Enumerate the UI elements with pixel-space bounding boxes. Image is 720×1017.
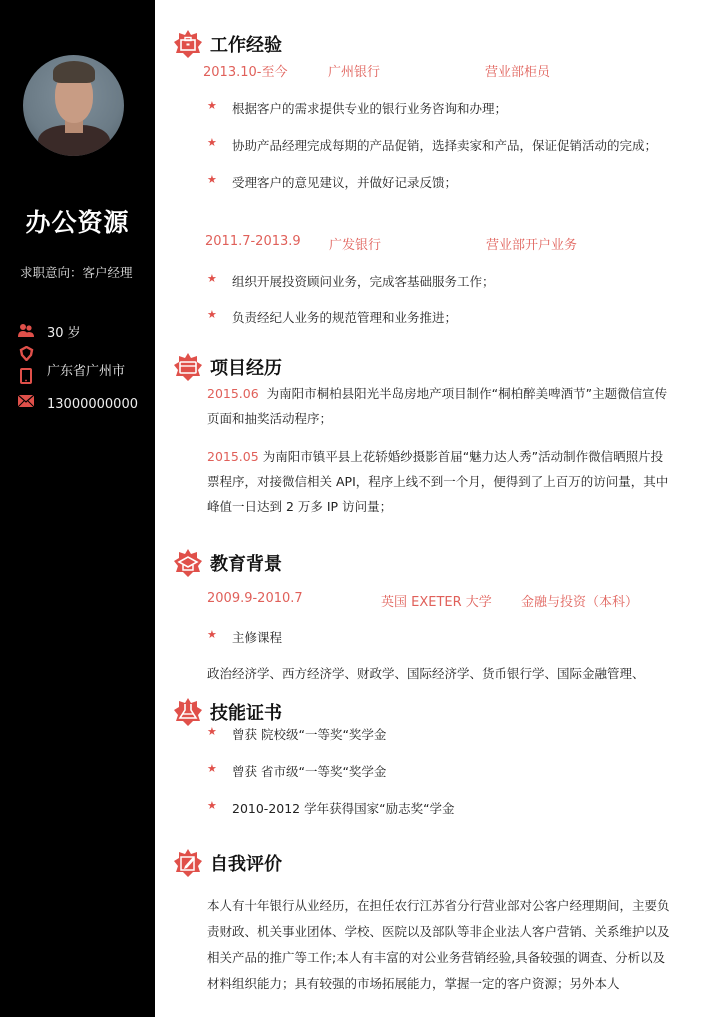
phone-icon bbox=[17, 368, 35, 384]
graduation-cap-icon bbox=[173, 548, 203, 578]
list-item: ★ 受理客户的意见建议，并做好记录反馈； bbox=[207, 173, 458, 190]
job-role: 营业部柜员 bbox=[485, 65, 551, 80]
candidate-name: 办公资源 bbox=[25, 208, 130, 237]
project-item: 2015.05 为南阳市镇平县上花轿婚纱摄影首届“魅力达人秀”活动制作微信晒照片投票程序，对接微信相关 API，程序上线不到一个月，便得到了上百万的访问量，其中峰值一日达到 2 万多 IP 访问量； bbox=[207, 449, 669, 514]
list-item: ★ 曾获 省市级“一等奖“奖学金 bbox=[207, 762, 387, 779]
section-title: 教育背景 bbox=[210, 554, 282, 575]
list-item: ★ 组织开展投资顾问业务，完成客基础服务工作； bbox=[207, 272, 495, 289]
job-company: 广发银行 bbox=[329, 238, 382, 253]
person-icon bbox=[17, 322, 35, 338]
avatar bbox=[23, 55, 124, 156]
edu-period: 2009.9-2010.7 bbox=[207, 591, 303, 606]
section-header-self bbox=[173, 848, 282, 878]
main-content bbox=[155, 0, 720, 1017]
section-title: 技能证书 bbox=[210, 703, 282, 724]
job-intent: 求职意向：客户经理 bbox=[20, 265, 133, 280]
courses: 政治经济学、西方经济学、财政学、国际经济学、货币银行学、国际金融管理、 bbox=[207, 666, 645, 681]
section-header-projects bbox=[173, 352, 282, 382]
section-title: 工作经验 bbox=[210, 35, 282, 56]
location: 广东省广州市 bbox=[47, 364, 126, 379]
job-period: 2011.7-2013.9 bbox=[205, 234, 301, 249]
flask-icon bbox=[173, 697, 203, 727]
job-role: 营业部开户业务 bbox=[486, 238, 578, 253]
section-header-education bbox=[173, 548, 282, 578]
list-item: ★ 主修课程 bbox=[207, 628, 283, 645]
briefcase-icon bbox=[173, 29, 203, 59]
toolbox-icon bbox=[173, 352, 203, 382]
self-evaluation-text: 本人有十年银行从业经历，在担任农行江苏省分行营业部对公客户经理期间，主要负责财政、机关事业团体、学校、医院以及部队等非企业法人客户营销、关系维护以及相关产品的推广等工作;本人有丰富的对公业务营销经验,具备较强的调查、分析以及材料组织能力；具有较强的市场拓展能力，掌握一定的客户资源；另外本人 bbox=[207, 898, 670, 991]
project-item: 2015.06 为南阳市桐柏县阳光半岛房地产项目制作“桐柏醉美啤酒节”主题微信宣传页面和抽奖活动程序； bbox=[207, 386, 668, 426]
section-header-work bbox=[173, 29, 282, 59]
list-item: ★ 2010-2012 学年获得国家“励志奖“学金 bbox=[207, 799, 455, 816]
list-item: ★ 曾获 院校级“一等奖“奖学金 bbox=[207, 725, 387, 742]
section-title: 项目经历 bbox=[210, 358, 282, 379]
job-period: 2013.10-至今 bbox=[203, 65, 288, 80]
list-item: ★ 协助产品经理完成每期的产品促销，选择卖家和产品，保证促销活动的完成； bbox=[207, 136, 658, 153]
location-icon bbox=[17, 345, 35, 361]
section-header-skills bbox=[173, 697, 282, 727]
edu-major: 金融与投资（本科） bbox=[521, 595, 639, 610]
section-title: 自我评价 bbox=[210, 854, 282, 875]
sidebar bbox=[0, 0, 155, 1017]
job-company: 广州银行 bbox=[328, 65, 381, 80]
mail-icon bbox=[17, 393, 35, 409]
list-item: ★ 根据客户的需求提供专业的银行业务咨询和办理； bbox=[207, 99, 508, 116]
edu-school: 英国 EXETER 大学 bbox=[381, 595, 492, 610]
pencil-icon bbox=[173, 848, 203, 878]
list-item: ★ 负责经纪人业务的规范管理和业务推进； bbox=[207, 308, 458, 325]
phone-number: 13000000000 bbox=[47, 397, 138, 412]
age: 30 岁 bbox=[47, 326, 81, 341]
